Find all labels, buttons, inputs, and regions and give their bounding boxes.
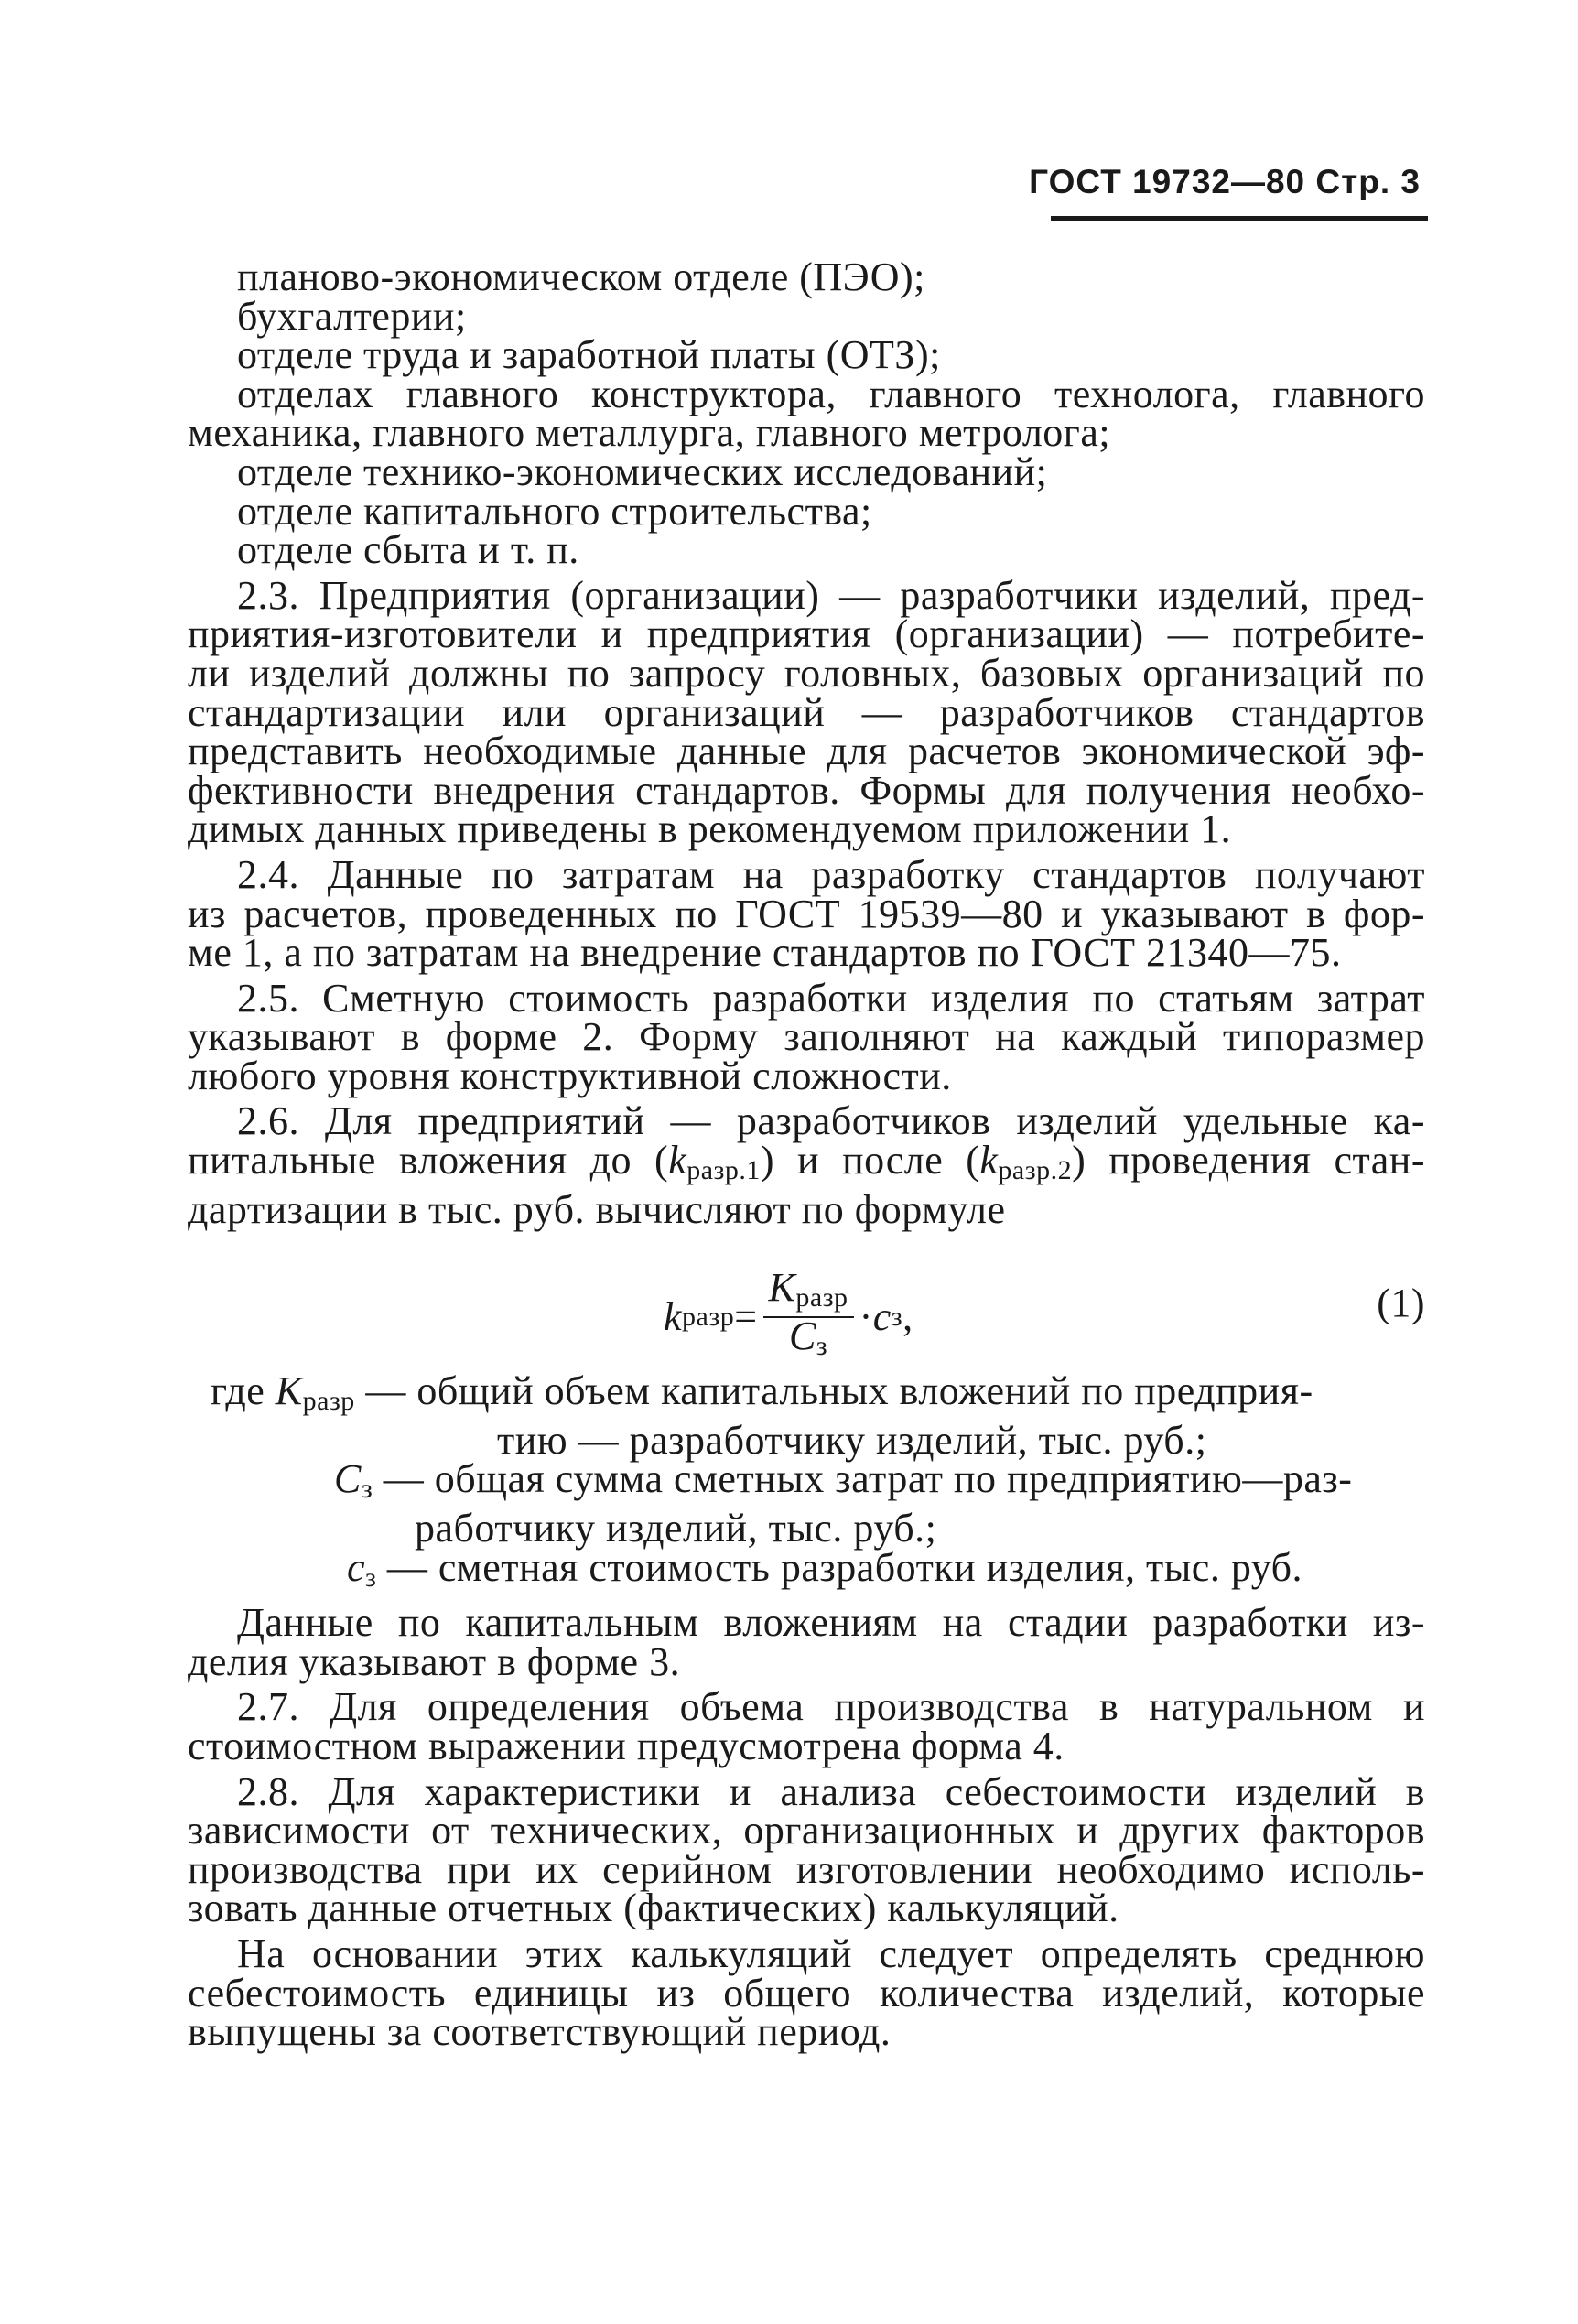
text-line: стандартизации или организаций — разработчиков стандартов (188, 689, 1425, 735)
list-item: планово-экономическом отделе (ПЭО); (237, 254, 925, 299)
legend-line: $c_з$ — сметная стоимость разработки изделия, тыс. руб. (347, 1544, 1303, 1593)
text-line: 2.7. Для определения объема производства в натуральном и (237, 1684, 1425, 1730)
formula-number: (1) (1377, 1281, 1425, 1326)
document-body (188, 254, 1425, 2055)
text-line: 2.6. Для предприятий — разработчиков изделий удельные ка- (237, 1098, 1425, 1144)
text-line: зовать данные отчетных (фактических) калькуляций. (188, 1886, 1119, 1931)
paragraph-2-4 (188, 851, 1425, 976)
formula-expression: k разр = $\frac{K_{разр}}{C_з}$ · c з , (664, 1270, 913, 1365)
text-line: ме 1, а по затратам на внедрение стандартов по ГОСТ 21340—75. (188, 930, 1342, 976)
list-item: отделе технико-экономических исследований; (237, 449, 1048, 494)
text-line: 2.4. Данные по затратам на разработку стандартов получают (237, 851, 1425, 897)
text-line: себестоимость единицы из общего количества изделий, которые (188, 1970, 1425, 2016)
legend-line: $C_з$ — общая сумма сметных затрат по предприятию—раз- (334, 1456, 1353, 1505)
paragraph-2-7 (188, 1684, 1425, 1768)
text-line: из расчетов, проведенных по ГОСТ 19539—80 и указывают в фор- (188, 891, 1425, 936)
text-line: 2.3. Предприятия (организации) — разработчики изделий, пред- (237, 572, 1425, 618)
text-line: выпущены за соответствующий период. (188, 2009, 892, 2055)
list-item: отделе капитального строительства; (237, 488, 872, 534)
legend-line: где $K_{разр}$ — общий объем капитальных вложений по предприя- (211, 1368, 1313, 1417)
text-line: представить необходимые данные для расчетов экономической эф- (188, 729, 1425, 774)
page-header: ГОСТ 19732—80 Стр. 3 (1029, 163, 1421, 200)
paragraph-2-8 (188, 1768, 1425, 1931)
list-item: отделе сбыта и т. п. (237, 527, 579, 573)
paragraph-2-6 (188, 1098, 1425, 1232)
list-item: бухгалтерии; (237, 293, 467, 339)
text-line: ли изделий должны по запросу головных, базовых организаций по (188, 650, 1425, 696)
text-line: фективности внедрения стандартов. Формы для получения необхо- (188, 767, 1425, 813)
text-line: приятия-изготовители и предприятия (организации) — потребите- (188, 611, 1425, 657)
text-line: стоимостном выражении предусмотрена форма 4. (188, 1724, 1065, 1768)
text-line: делия указывают в форме 3. (188, 1638, 681, 1684)
formula-fraction: $\frac{K_{разр}}{C_з}$ (763, 1270, 854, 1365)
paragraph-capital (188, 1600, 1425, 1684)
formula-1 (188, 1257, 1425, 1365)
text-line: 2.5. Сметную стоимость разработки изделия по статьям затрат (237, 975, 1425, 1021)
text-line: любого уровня конструктивной сложности. (188, 1053, 952, 1098)
formula-legend (188, 1368, 1425, 1597)
text-line: димых данных приведены в рекомендуемом приложении 1. (188, 806, 1232, 852)
text-line: Данные по капитальным вложениям на стадии разработки из- (237, 1600, 1425, 1646)
text-line: дартизации в тыс. руб. вычисляют по формуле (188, 1186, 1006, 1232)
list-item: механика, главного металлурга, главного метролога; (188, 410, 1111, 456)
text-line: указывают в форме 2. Форму заполняют на каждый типоразмер (188, 1014, 1425, 1060)
paragraph-2-5 (188, 975, 1425, 1098)
text-line: 2.8. Для характеристики и анализа себестоимости изделий в (237, 1768, 1425, 1814)
list-item: отделе труда и заработной платы (ОТЗ); (237, 332, 941, 378)
paragraph-2-3 (188, 572, 1425, 852)
text-line: зависимости от технических, организационных и других факторов (188, 1808, 1425, 1854)
text-line: питальные вложения до $(k_{разр.1})$ и после $(k_{разр.2})$ проведения стан- (188, 1138, 1425, 1186)
text-line: производства при их серийном изготовлении необходимо исполь- (188, 1846, 1425, 1892)
legend-line: работчику изделий, тыс. руб.; (415, 1506, 937, 1551)
header-rule (1051, 216, 1428, 221)
text-line: На основании этих калькуляций следует определять среднюю (237, 1930, 1425, 1976)
paragraph-final (188, 1930, 1425, 2055)
list-item: отделах главного конструктора, главного технолога, главного (237, 371, 1425, 416)
legend-line: тию — разработчику изделий, тыс. руб.; (497, 1417, 1207, 1463)
